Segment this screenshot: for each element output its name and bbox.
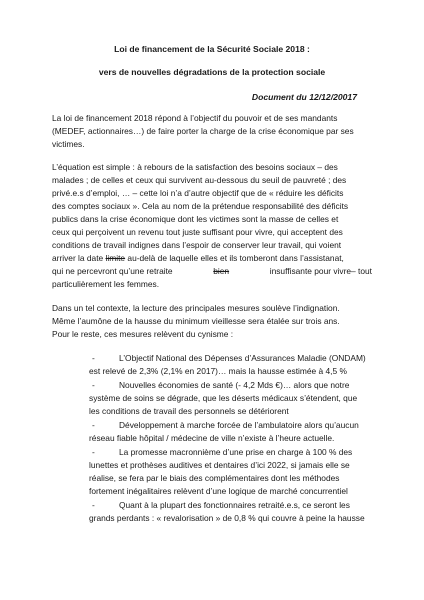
paragraph-2-line: des comptes sociaux ». Cela au nom de la prétendue responsabilité des déficits <box>52 201 349 211</box>
bullet-5-line: grands perdants : « revalorisation » de 0,8 % qui couvre à peine la hausse <box>89 513 365 523</box>
paragraph-2-line: conditions de travail indignes dans l’espoir de conserver leur travail, qui voient <box>52 240 342 250</box>
text-run: qui ne percevront qu’une retraite <box>52 266 173 276</box>
bullet-5-first-line: Quant à la plupart des fonctionnaires retraité.e.s, ce seront les <box>119 500 350 510</box>
title-line-2: vers de nouvelles dégradations de la protection sociale <box>98 67 326 77</box>
paragraph-3-line: Même l’aumône de la hausse du minimum vieillesse sera étalée sur trois ans. <box>52 316 340 326</box>
paragraph-2-line: L’équation est simple : à rebours de la satisfaction des besoins sociaux – des <box>52 162 338 172</box>
bullet-marker: - <box>92 380 95 390</box>
paragraph-2-line: privé.e.s d’emploi, … – cette loi n’a d’autre objectif que de « réduire les déficits <box>52 188 344 198</box>
paragraph-2-line: particulièrement les femmes. <box>52 279 160 289</box>
paragraph-2-line <box>52 253 344 263</box>
struck-word: bien <box>213 266 230 276</box>
title-line-1: Loi de financement de la Sécurité Sociale 2018 : <box>114 44 310 54</box>
bullet-1-first-line: L’Objectif National des Dépenses d’Assurances Maladie (ONDAM) <box>119 353 366 363</box>
bullet-3-line: réseau fiable hôpital / médecine de ville n’existe à l’heure actuelle. <box>89 433 335 443</box>
struck-word: limite <box>105 253 126 263</box>
bullet-4-first-line: La promesse macronnième d’une prise en charge à 100 % des <box>119 447 353 457</box>
bullet-2-first-line: Nouvelles économies de santé (- 4,2 Mds €)… alors que notre <box>119 380 350 390</box>
bullet-marker: - <box>92 420 95 430</box>
bullet-2-line: les conditions de travail des personnels se détériorent <box>89 406 289 416</box>
text-run: au-delà de laquelle elles et ils tomberont dans l’assistanat, <box>125 253 344 263</box>
bullet-4-line: réalise, se fera par le biais des complémentaires dont les méthodes <box>89 473 340 483</box>
paragraph-1-line: victimes. <box>52 139 85 149</box>
paragraph-2-line: malades ; de celles et ceux qui survivent au-dessous du seuil de pauvreté ; des <box>52 175 347 185</box>
text-run: arriver la date <box>52 253 106 263</box>
paragraph-2-line <box>52 266 372 276</box>
paragraph-1-line: (MEDEF, actionnaires…) de faire porter la charge de la crise économique par ses <box>52 126 354 136</box>
bullet-4-line: fortement inégalitaires relèvent d’une logique de marché concurrentiel <box>89 486 348 496</box>
bullet-marker: - <box>92 447 95 457</box>
paragraph-1-line: La loi de financement 2018 répond à l’objectif du pouvoir et de ses mandants <box>52 113 338 123</box>
bullet-1-line: est relevé de 2,3% (2,1% en 2017)… mais la hausse estimée à 4,5 % <box>89 366 347 376</box>
bullet-marker: - <box>92 353 95 363</box>
bullet-marker: - <box>92 500 95 510</box>
paragraph-3-line: Dans un tel contexte, la lecture des principales mesures soulève l’indignation. <box>52 303 340 313</box>
paragraph-2-line: publics dans la crise économique dont les victimes sont la masse de celles et <box>52 214 339 224</box>
bullet-3-first-line: Développement à marche forcée de l’ambulatoire alors qu’aucun <box>119 420 359 430</box>
bullet-4-line: lunettes et prothèses auditives et dentaires d’ici 2022, si jamais elle se <box>89 460 350 470</box>
bullet-2-line: système de soins se dégrade, que les déserts médicaux s’étendent, que <box>89 393 358 403</box>
document-date: Document du 12/12/20017 <box>251 92 357 102</box>
text-run: insuffisante pour vivre– tout <box>269 266 372 276</box>
paragraph-3-line: Pour le reste, ces mesures relèvent du cynisme : <box>52 329 234 339</box>
paragraph-2-line: ceux qui perçoivent un revenu tout juste suffisant pour vivre, qui acceptent des <box>52 227 343 237</box>
